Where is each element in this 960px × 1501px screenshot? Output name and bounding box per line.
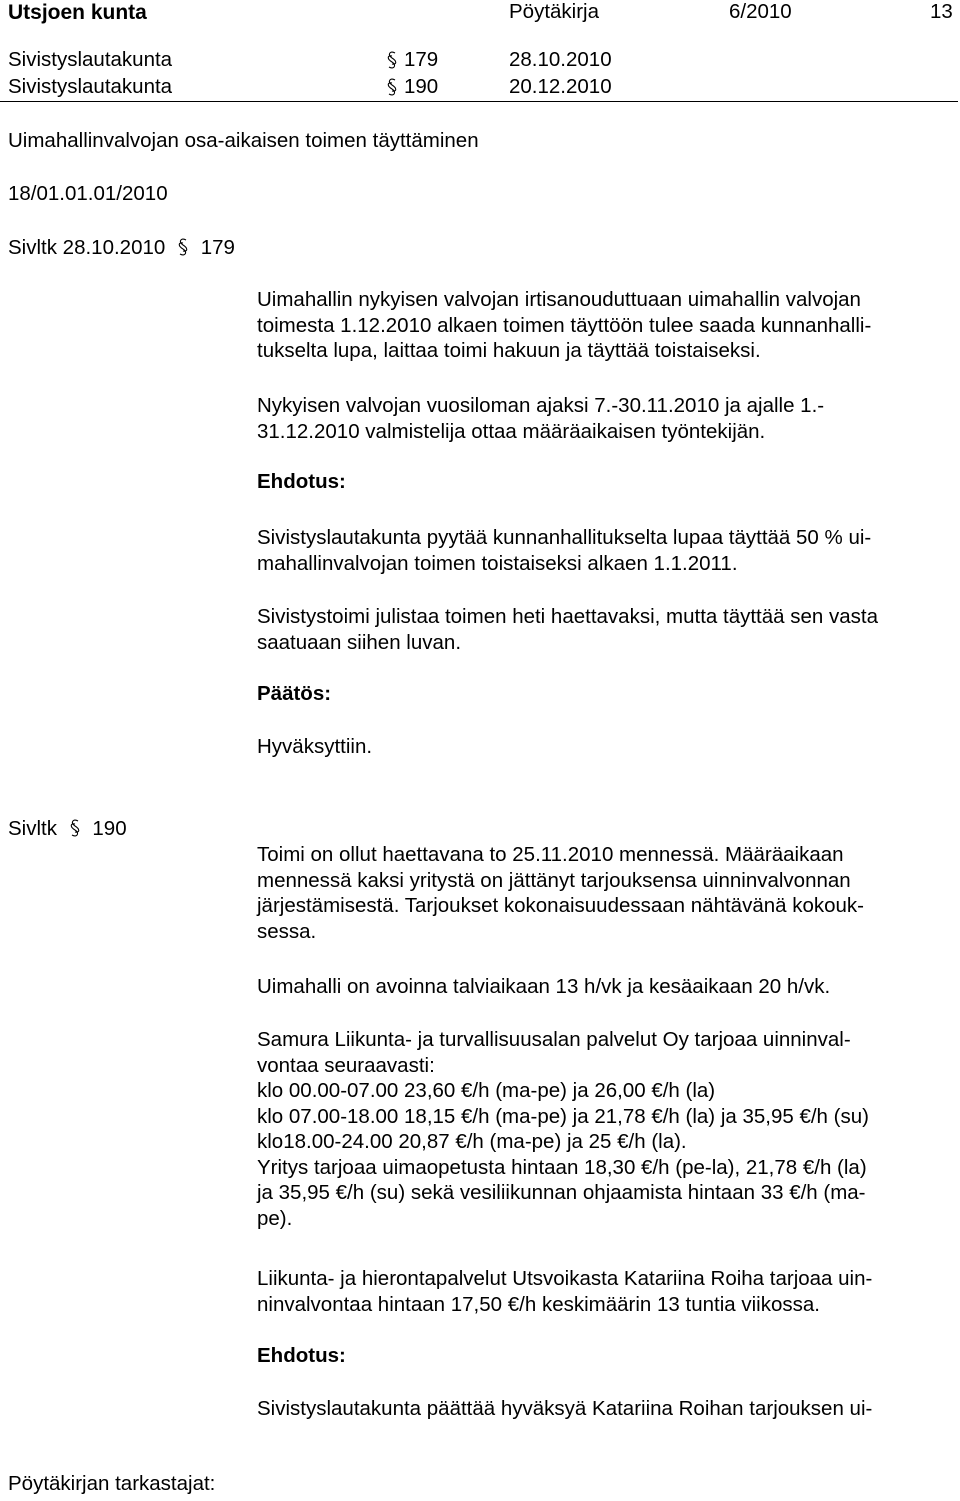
text-line: Toimi on ollut haettavana to 25.11.2010 mennessä. Määräaikaan [257, 843, 844, 866]
entry-reference [8, 237, 235, 259]
meeting-section: 179 [404, 48, 439, 71]
text-line: Samura Liikunta- ja turvallisuusalan palvelut Oy tarjoaa uinninval- [257, 1028, 851, 1051]
meeting-body: Sivistyslautakunta [8, 48, 173, 71]
text-line: Sivistyslautakunta pyytää kunnanhallitukselta lupaa täyttää 50 % ui- [257, 526, 872, 549]
entry-reference-prefix: Sivltk 28.10.2010 [8, 236, 166, 259]
header-divider [0, 101, 958, 102]
proposal-heading: Ehdotus: [257, 1344, 346, 1367]
text-line: Nykyisen valvojan vuosiloman ajaksi 7.-30.11.2010 ja ajalle 1.- [257, 394, 825, 417]
text-line: ninvalvontaa hintaan 17,50 €/h keskimäärin 13 tuntia viikossa. [257, 1292, 820, 1316]
proposal-paragraph [257, 525, 953, 576]
text-line: Uimahalli on avoinna talviaikaan 13 h/vk ja kesäaikaan 20 h/vk. [257, 975, 831, 998]
page-number: 13 [930, 0, 953, 23]
decision-text: Hyväksyttiin. [257, 735, 373, 758]
proposal-text: Sivistyslautakunta päättää hyväksyä Katariina Roihan tarjouksen ui- [257, 1397, 873, 1420]
intro-paragraph [257, 287, 953, 364]
status-paragraph [257, 842, 953, 944]
offer-samura-paragraph [257, 1027, 953, 1231]
section-sign-icon [386, 50, 398, 70]
proposal-heading: Ehdotus: [257, 470, 346, 493]
text-line: klo 00.00-07.00 23,60 €/h (ma-pe) ja 26,00 €/h (la) [257, 1079, 716, 1102]
record-id: 18/01.01.01/2010 [8, 182, 168, 205]
decision-heading: Päätös: [257, 682, 332, 705]
text-line: saatuaan siihen luvan. [257, 630, 462, 654]
entry-reference-prefix: Sivltk [8, 817, 57, 840]
text-line: Liikunta- ja hierontapalvelut Utsvoikasta Katariina Roiha tarjoaa uin- [257, 1267, 873, 1290]
text-line: Yritys tarjoaa uimaopetusta hintaan 18,30 €/h (pe-la), 21,78 €/h (la) [257, 1155, 867, 1179]
text-line: järjestämisestä. Tarjoukset kokonaisuudessaan nähtävänä kokouk- [257, 894, 865, 917]
text-line: vontaa seuraavasti: [257, 1053, 435, 1077]
text-line: klo 07.00-18.00 18,15 €/h (ma-pe) ja 21,78 €/h (la) ja 35,95 €/h (su) [257, 1104, 869, 1128]
text-line: toimesta 1.12.2010 alkaen toimen täyttöön tulee saada kunnanhalli- [257, 313, 872, 337]
inspectors-label: Pöytäkirjan tarkastajat: [8, 1472, 216, 1495]
text-line: tukselta lupa, laittaa toimi hakuun ja täyttää toistaiseksi. [257, 339, 761, 362]
text-line: 31.12.2010 valmistelija ottaa määräaikaisen työntekijän. [257, 419, 766, 443]
opening-hours-paragraph [257, 974, 953, 1000]
text-line: mahallinvalvojan toimen toistaiseksi alkaen 1.1.2011. [257, 551, 738, 575]
text-line: mennessä kaksi yritystä on jättänyt tarjouksensa uinninvalvonnan [257, 868, 851, 892]
section-ref [386, 50, 398, 72]
text-line: ja 35,95 €/h (su) sekä vesiliikunnan ohjaamista hintaan 33 €/h (ma- [257, 1181, 866, 1204]
text-line: sessa. [257, 919, 317, 943]
text-line: pe). [257, 1206, 293, 1230]
offer-roiha-paragraph [257, 1266, 953, 1317]
vacation-paragraph [257, 393, 953, 444]
text-line: Sivistystoimi julistaa toimen heti haettavaksi, mutta täyttää sen vasta [257, 605, 878, 628]
item-title: Uimahallinvalvojan osa-aikaisen toimen täyttäminen [8, 129, 479, 152]
section-sign-icon [386, 77, 398, 97]
document-type: Pöytäkirja [509, 0, 600, 23]
section-sign-icon [177, 237, 189, 257]
entry-reference-section: 179 [200, 236, 235, 259]
meeting-section: 190 [404, 75, 439, 98]
meeting-body: Sivistyslautakunta [8, 75, 173, 98]
section-sign-icon [69, 818, 81, 838]
announcement-paragraph [257, 604, 953, 655]
meeting-date: 20.12.2010 [509, 75, 612, 98]
text-line: Uimahallin nykyisen valvojan irtisanouduttuaan uimahallin valvojan [257, 288, 861, 311]
section-ref [386, 77, 398, 99]
meeting-date: 28.10.2010 [509, 48, 612, 71]
entry-reference [8, 818, 127, 840]
entry-reference-section: 190 [92, 817, 127, 840]
document-number: 6/2010 [729, 0, 792, 23]
text-line: klo18.00-24.00 20,87 €/h (ma-pe) ja 25 €/h (la). [257, 1130, 687, 1153]
municipality-name: Utsjoen kunta [8, 1, 147, 24]
